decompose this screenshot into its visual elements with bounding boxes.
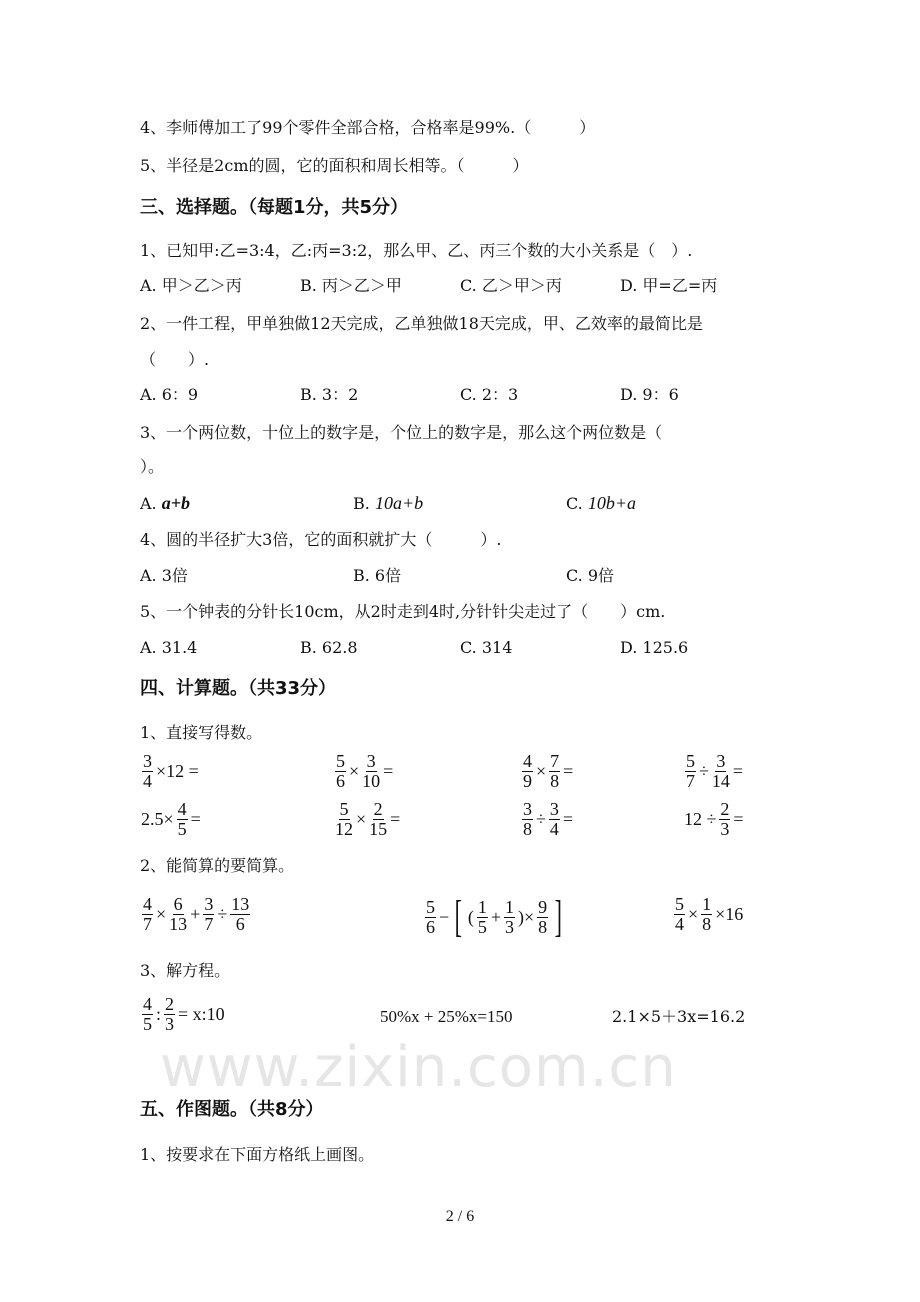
q1-option-c: C. 乙＞甲＞丙 (460, 276, 562, 295)
numerator: 3 (716, 751, 726, 771)
direct-calc-item (520, 800, 574, 839)
numerator: 2 (720, 799, 730, 819)
q1-option-d: D. 甲=乙=丙 (620, 276, 718, 295)
denominator: 13 (169, 914, 188, 934)
fraction (203, 895, 214, 934)
operator: = (383, 761, 394, 781)
numerator: 3 (523, 799, 532, 819)
denominator: 5 (477, 916, 487, 937)
numerator: 9 (538, 896, 548, 917)
q2-option-d: D. 9：6 (620, 385, 679, 404)
operator: ÷ (536, 809, 546, 829)
operator: = (732, 761, 744, 781)
denominator: 7 (204, 914, 214, 934)
equation-1 (140, 995, 226, 1034)
direct-calc-item (683, 752, 744, 791)
denominator: 8 (702, 914, 712, 934)
numerator: 1 (702, 894, 712, 914)
operator: × (356, 809, 367, 829)
fraction (362, 752, 380, 791)
operator: = (733, 809, 744, 829)
denominator: 7 (143, 914, 152, 934)
fraction (169, 895, 187, 934)
equation-3: 2.1×5＋3x=16.2 (612, 1007, 746, 1026)
judge-q5: 5、半径是2cm的圆，它的面积和周长相等。（ ） (140, 156, 529, 175)
numerator: 5 (336, 751, 345, 771)
q3-option-a (140, 493, 190, 514)
fraction (522, 752, 533, 791)
calc-p2: 2、能简算的要简算。 (140, 856, 295, 875)
fraction (230, 895, 250, 934)
denominator: 10 (362, 771, 381, 791)
numerator: 4 (143, 994, 152, 1014)
watermark: www.zixin.com.cn (160, 1035, 677, 1100)
numerator: 3 (204, 894, 214, 914)
operator: = (562, 809, 574, 829)
numerator: 1 (477, 896, 487, 917)
simplify-item (423, 892, 567, 941)
choice-q4: 4、圆的半径扩大3倍，它的面积就扩大（ ）. (140, 530, 502, 549)
choice-q1: 1、已知甲:乙=3:4，乙:丙=3:2，那么甲、乙、丙三个数的大小关系是（ ）. (140, 241, 693, 260)
fraction (425, 898, 436, 937)
q5-option-c: C. 314 (460, 638, 513, 657)
q5-option-d: D. 125.6 (620, 638, 689, 657)
q3-option-b-label: B. (353, 494, 370, 513)
numerator: 5 (686, 751, 695, 771)
operator: ×12 = (156, 761, 199, 781)
q1-option-a: A. 甲＞乙＞丙 (140, 276, 242, 295)
numerator: 5 (675, 894, 684, 914)
fraction (142, 895, 153, 934)
numerator: 3 (549, 799, 559, 819)
denominator: 4 (143, 771, 152, 791)
fraction (369, 800, 387, 839)
operator: = (190, 809, 201, 829)
direct-calc-item (683, 800, 745, 839)
numerator: 13 (231, 894, 250, 914)
denominator: 8 (550, 771, 560, 791)
q5-option-a: A. 31.4 (140, 638, 198, 657)
fraction (522, 800, 533, 839)
choice-q3: 3、一个两位数，十位上的数字是，个位上的数字是，那么这个两位数是（ (140, 423, 663, 442)
fraction (537, 898, 548, 937)
fraction (335, 800, 353, 839)
numerator: 2 (373, 799, 383, 819)
direct-calc-item (140, 752, 200, 791)
numerator: 4 (523, 751, 532, 771)
q3-option-b-expr: 10a+b (374, 493, 424, 513)
fraction (142, 995, 153, 1034)
denominator: 3 (720, 819, 730, 839)
denominator: 12 (335, 819, 353, 839)
q3-option-c (566, 493, 636, 514)
section5-title: 五、作图题。（共8分） (140, 1099, 324, 1120)
denominator: 6 (235, 914, 245, 934)
q2-option-c: C. 2：3 (460, 385, 519, 404)
denominator: 14 (711, 771, 730, 791)
fraction (504, 898, 515, 937)
operator: × (536, 761, 547, 781)
fraction (674, 895, 685, 934)
q4-option-c: C. 9倍 (566, 566, 615, 585)
numerator: 3 (143, 751, 152, 771)
fraction (712, 752, 730, 791)
operator: ] (554, 892, 563, 941)
q4-option-a: A. 3倍 (140, 566, 188, 585)
numerator: 4 (177, 799, 187, 819)
draw-p1: 1、按要求在下面方格纸上画图。 (140, 1145, 375, 1164)
operator: + (490, 906, 501, 927)
direct-calc-item (333, 752, 394, 791)
judge-q4: 4、李师傅加工了99个零件全部合格，合格率是99%.（ ） (140, 118, 596, 137)
simplify-item (140, 895, 252, 934)
operator: 2.5× (141, 809, 174, 829)
direct-calc-item (333, 800, 401, 839)
denominator: 6 (336, 771, 345, 791)
q4-option-b: B. 6倍 (353, 566, 402, 585)
fraction (549, 752, 560, 791)
operator: )× (517, 906, 535, 927)
q1-option-b: B. 丙＞乙＞甲 (300, 276, 402, 295)
operator: × (156, 904, 167, 924)
numerator: 6 (173, 894, 183, 914)
fraction (701, 895, 712, 934)
direct-calc-item (140, 800, 202, 839)
choice-q2: 2、一件工程，甲单独做12天完成，乙单独做18天完成，甲、乙效率的最简比是 (140, 314, 703, 333)
choice-q2-cont: （ ）. (140, 350, 210, 369)
numerator: 1 (504, 896, 514, 917)
denominator: 3 (504, 916, 514, 937)
denominator: 8 (538, 916, 548, 937)
operator: ( (467, 906, 474, 927)
denominator: 4 (549, 819, 559, 839)
fraction (335, 752, 346, 791)
fraction (549, 800, 560, 839)
choice-q5: 5、一个钟表的分针长10cm，从2时走到4时,分针针尖走过了（ ）cm. (140, 602, 666, 621)
denominator: 15 (369, 819, 388, 839)
q3-option-a-expr: a+b (161, 493, 190, 513)
numerator: 4 (143, 894, 152, 914)
numerator: 5 (339, 799, 349, 819)
denominator: 8 (523, 819, 532, 839)
operator: − (439, 906, 450, 927)
operator: = x:10 (178, 1004, 225, 1024)
denominator: 4 (675, 914, 684, 934)
q3-option-c-label: C. (566, 494, 583, 513)
operator: ÷ (699, 761, 709, 781)
simplify-item (672, 895, 744, 934)
q3-option-b (353, 493, 423, 514)
operator: = (390, 809, 401, 829)
numerator: 2 (165, 994, 175, 1014)
choice-q3-cont: ）。 (140, 457, 165, 476)
fraction (177, 800, 188, 839)
operator: ×16 (715, 904, 744, 924)
q3-option-c-expr: 10b+a (587, 493, 637, 513)
operator: [ (454, 892, 463, 941)
operator: 12 ÷ (684, 809, 717, 829)
page-number: 2 / 6 (445, 1208, 475, 1225)
operator: × (688, 904, 699, 924)
denominator: 3 (165, 1014, 175, 1034)
q5-option-b: B. 62.8 (300, 638, 358, 657)
calc-p1: 1、直接写得数。 (140, 723, 263, 742)
operator: ÷ (217, 904, 228, 924)
q2-option-a: A. 6：9 (140, 385, 199, 404)
q3-option-a-label: A. (140, 494, 157, 513)
numerator: 5 (426, 896, 435, 917)
operator: × (349, 761, 360, 781)
fraction (142, 752, 153, 791)
fraction (685, 752, 696, 791)
operator: = (563, 761, 574, 781)
equation-2: 50%x + 25%x=150 (380, 1007, 513, 1026)
numerator: 3 (366, 751, 376, 771)
denominator: 9 (523, 771, 532, 791)
section3-title: 三、选择题。（每题1分，共5分） (140, 197, 409, 218)
numerator: 7 (550, 751, 560, 771)
section4-title: 四、计算题。（共33分） (140, 678, 337, 699)
direct-calc-item (520, 752, 574, 791)
operator: : (156, 1004, 162, 1024)
denominator: 5 (177, 819, 187, 839)
denominator: 7 (686, 771, 695, 791)
q2-option-b: B. 3：2 (300, 385, 359, 404)
denominator: 6 (426, 916, 435, 937)
denominator: 5 (143, 1014, 152, 1034)
operator: + (190, 904, 201, 924)
calc-p3: 3、解方程。 (140, 961, 231, 980)
fraction (477, 898, 488, 937)
fraction (164, 995, 175, 1034)
fraction (719, 800, 730, 839)
